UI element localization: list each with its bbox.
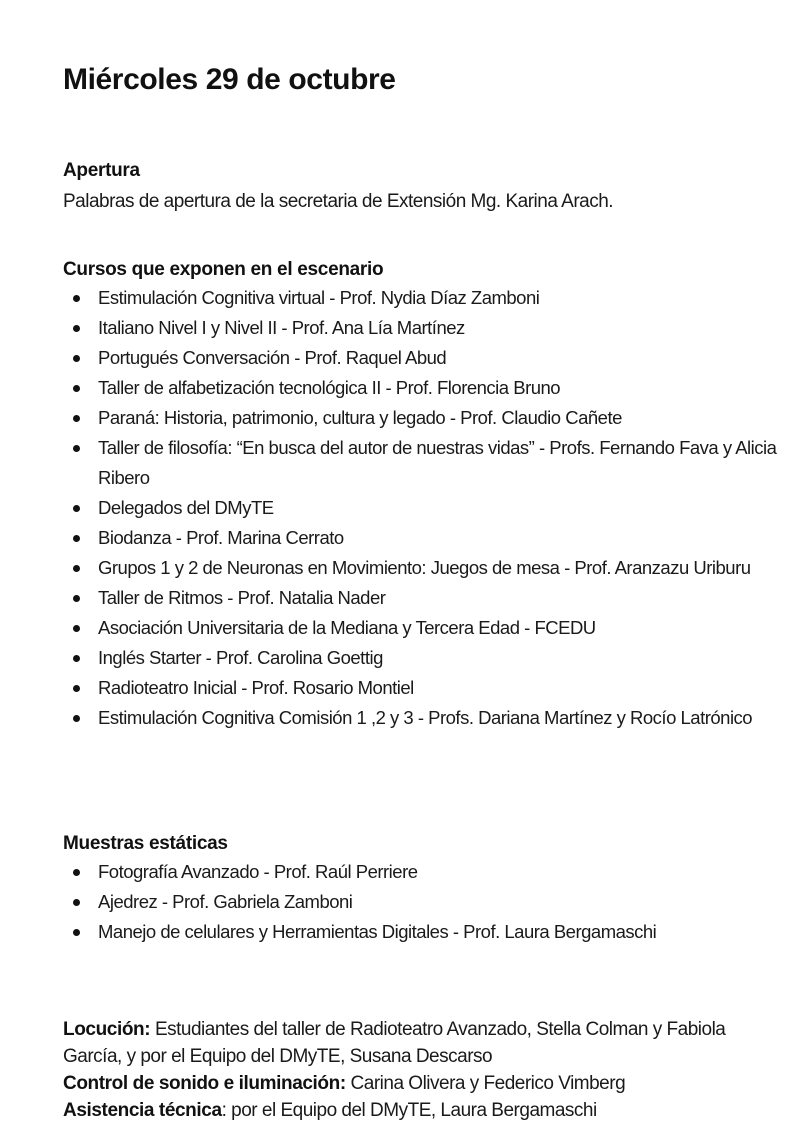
credit-sonido-label: Control de sonido e iluminación: [63,1073,346,1094]
muestras-heading: Muestras estáticas [63,833,228,854]
credit-locucion-text: Estudiantes del taller de Radioteatro Avanzado, Stella Colman y Fabiola García, y por el Equipo del DMyTE, Susana Descarso [63,1019,726,1067]
bullet-icon [73,325,80,332]
list-item [63,703,783,733]
bullet-icon [73,385,80,392]
bullet-icon [73,625,80,632]
list-item-text: Manejo de celulares y Herramientas Digitales - Prof. Laura Bergamaschi [98,921,657,942]
list-item-text: Taller de alfabetización tecnológica II - Prof. Florencia Bruno [98,377,561,398]
credits-section [63,1016,783,1124]
credit-sonido [63,1070,783,1097]
bullet-icon [73,355,80,362]
list-item [63,283,783,313]
cursos-heading: Cursos que exponen en el escenario [63,259,384,280]
credit-asistencia-label: Asistencia técnica [63,1100,222,1121]
list-item-text: Portugués Conversación - Prof. Raquel Abud [98,347,447,368]
list-item [63,373,783,403]
bullet-icon [73,869,80,876]
list-item-text: Estimulación Cognitiva Comisión 1 ,2 y 3 - Profs. Dariana Martínez y Rocío Latrónico [98,707,753,728]
apertura-text: Palabras de apertura de la secretaria de Extensión Mg. Karina Arach. [63,191,614,212]
bullet-icon [73,415,80,422]
bullet-icon [73,565,80,572]
list-item [63,553,783,583]
list-item [63,493,783,523]
cursos-list [63,283,783,733]
list-item [63,433,783,493]
muestras-section [63,831,783,947]
list-item [63,613,783,643]
list-item-text: Biodanza - Prof. Marina Cerrato [98,527,344,548]
list-item-text: Asociación Universitaria de la Mediana y Tercera Edad - FCEDU [98,617,596,638]
bullet-icon [73,899,80,906]
list-item [63,523,783,553]
list-item [63,343,783,373]
bullet-icon [73,655,80,662]
apertura-section [63,158,783,217]
list-item-text: Taller de Ritmos - Prof. Natalia Nader [98,587,386,608]
bullet-icon [73,929,80,936]
credit-sonido-text: Carina Olivera y Federico Vimberg [345,1073,626,1094]
credit-asistencia [63,1097,783,1124]
credit-asistencia-text: : por el Equipo del DMyTE, Laura Bergamaschi [221,1100,597,1121]
cursos-section [63,257,783,733]
list-item [63,403,783,433]
bullet-icon [73,535,80,542]
list-item-text: Inglés Starter - Prof. Carolina Goettig [98,647,383,668]
bullet-icon [73,595,80,602]
bullet-icon [73,505,80,512]
list-item [63,857,783,887]
credit-locucion [63,1016,783,1070]
list-item [63,917,783,947]
credit-locucion-label: Locución: [63,1019,151,1040]
page-title: Miércoles 29 de octubre [63,63,396,96]
list-item [63,313,783,343]
list-item-text: Ajedrez - Prof. Gabriela Zamboni [98,891,353,912]
list-item [63,643,783,673]
list-item-text: Taller de filosofía: “En busca del autor de nuestras vidas” - Profs. Fernando Fava y Alicia Ribero [98,437,777,488]
apertura-heading: Apertura [63,160,140,181]
bullet-icon [73,445,80,452]
list-item-text: Delegados del DMyTE [98,497,274,518]
muestras-list [63,857,783,947]
list-item-text: Radioteatro Inicial - Prof. Rosario Montiel [98,677,414,698]
list-item-text: Estimulación Cognitiva virtual - Prof. Nydia Díaz Zamboni [98,287,540,308]
list-item [63,583,783,613]
list-item-text: Grupos 1 y 2 de Neuronas en Movimiento: Juegos de mesa - Prof. Aranzazu Uriburu [98,557,751,578]
list-item [63,887,783,917]
list-item-text: Paraná: Historia, patrimonio, cultura y legado - Prof. Claudio Cañete [98,407,622,428]
list-item-text: Fotografía Avanzado - Prof. Raúl Perriere [98,861,418,882]
bullet-icon [73,715,80,722]
bullet-icon [73,295,80,302]
list-item [63,673,783,703]
bullet-icon [73,685,80,692]
list-item-text: Italiano Nivel I y Nivel II - Prof. Ana Lía Martínez [98,317,465,338]
